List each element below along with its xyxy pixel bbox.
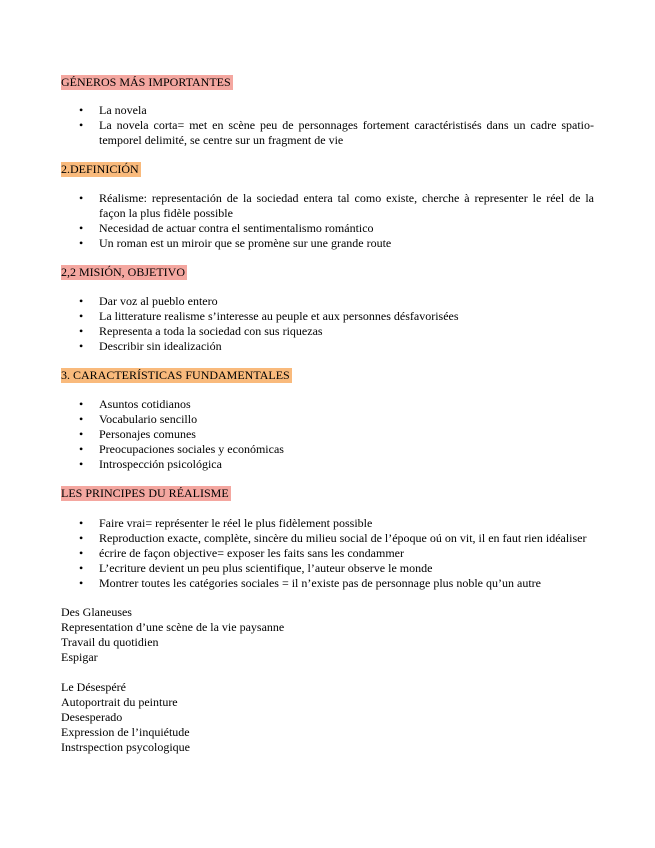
- heading-caracteristicas: [61, 368, 594, 383]
- heading-definicion-text: 2.DEFINICIÓN: [61, 162, 139, 176]
- text-line: Desesperado: [61, 710, 123, 724]
- list-item: • La novela: [61, 103, 594, 118]
- list-item: • Personajes comunes: [61, 427, 594, 442]
- list-item: • La novela corta= met en scène peu de personnages fortement caractéristisés dans un cadre spatio-temporel delimité, se centre sur un fragment de vie: [61, 118, 594, 148]
- list-item: • Introspección psicológica: [61, 457, 594, 472]
- list-item: • Dar voz al pueblo entero: [61, 294, 594, 309]
- heading-caracteristicas-text: 3. CARACTERÍSTICAS FUNDAMENTALES: [61, 368, 290, 382]
- heading-definicion: [61, 162, 594, 177]
- text-line: Instrspection psycologique: [61, 740, 190, 754]
- list-item: • Representa a toda la sociedad con sus riquezas: [61, 324, 594, 339]
- list-item: • Necesidad de actuar contra el sentimentalismo romántico: [61, 221, 594, 236]
- heading-mision-text: 2,2 MISIÓN, OBJETIVO: [61, 265, 185, 279]
- document-content: [61, 75, 594, 755]
- list-item: • La litterature realisme s’interesse au peuple et aux personnes désfavorisées: [61, 309, 594, 324]
- list-definicion: [61, 191, 594, 251]
- text-line: Representation d’une scène de la vie paysanne: [61, 620, 285, 634]
- heading-generos-text: GÉNEROS MÁS IMPORTANTES: [61, 75, 231, 89]
- list-item: • Reproduction exacte, complète, sincère du milieu social de l’époque oú on vit, il en faut rien idéaliser: [61, 531, 594, 546]
- text-line: Expression de l’inquiétude: [61, 725, 190, 739]
- list-item: • écrire de façon objective= exposer les faits sans les condammer: [61, 546, 594, 561]
- text-line: Des Glaneuses: [61, 605, 132, 619]
- list-item: • L’ecriture devient un peu plus scientifique, l’auteur observe le monde: [61, 561, 594, 576]
- list-item: • Réalisme: representación de la sociedad entera tal como existe, cherche à representer le réel de la façon la plus fidèle possible: [61, 191, 594, 221]
- painting-notes-glaneuses: [61, 605, 594, 665]
- text-line: Travail du quotidien: [61, 635, 159, 649]
- heading-mision: [61, 265, 594, 280]
- list-item: • Montrer toutes les catégories sociales = il n’existe pas de personnage plus noble qu’un autre: [61, 576, 594, 591]
- heading-generos: [61, 75, 594, 90]
- list-mision: [61, 294, 594, 354]
- heading-principes: [61, 486, 594, 501]
- list-item: • Vocabulario sencillo: [61, 412, 594, 427]
- heading-principes-text: LES PRINCIPES DU RÉALISME: [61, 486, 229, 500]
- text-line: Espigar: [61, 650, 98, 664]
- painting-notes-desespere: [61, 680, 594, 755]
- text-line: Autoportrait du peinture: [61, 695, 178, 709]
- list-item: • Un roman est un miroir que se promène sur une grande route: [61, 236, 594, 251]
- text-line: Le Désespéré: [61, 680, 126, 694]
- list-item: • Faire vrai= représenter le réel le plus fidèlement possible: [61, 516, 594, 531]
- list-item: • Preocupaciones sociales y económicas: [61, 442, 594, 457]
- list-generos: [61, 103, 594, 148]
- list-item: • Asuntos cotidianos: [61, 397, 594, 412]
- list-principes: [61, 516, 594, 591]
- list-item: • Describir sin idealización: [61, 339, 594, 354]
- list-caracteristicas: [61, 397, 594, 472]
